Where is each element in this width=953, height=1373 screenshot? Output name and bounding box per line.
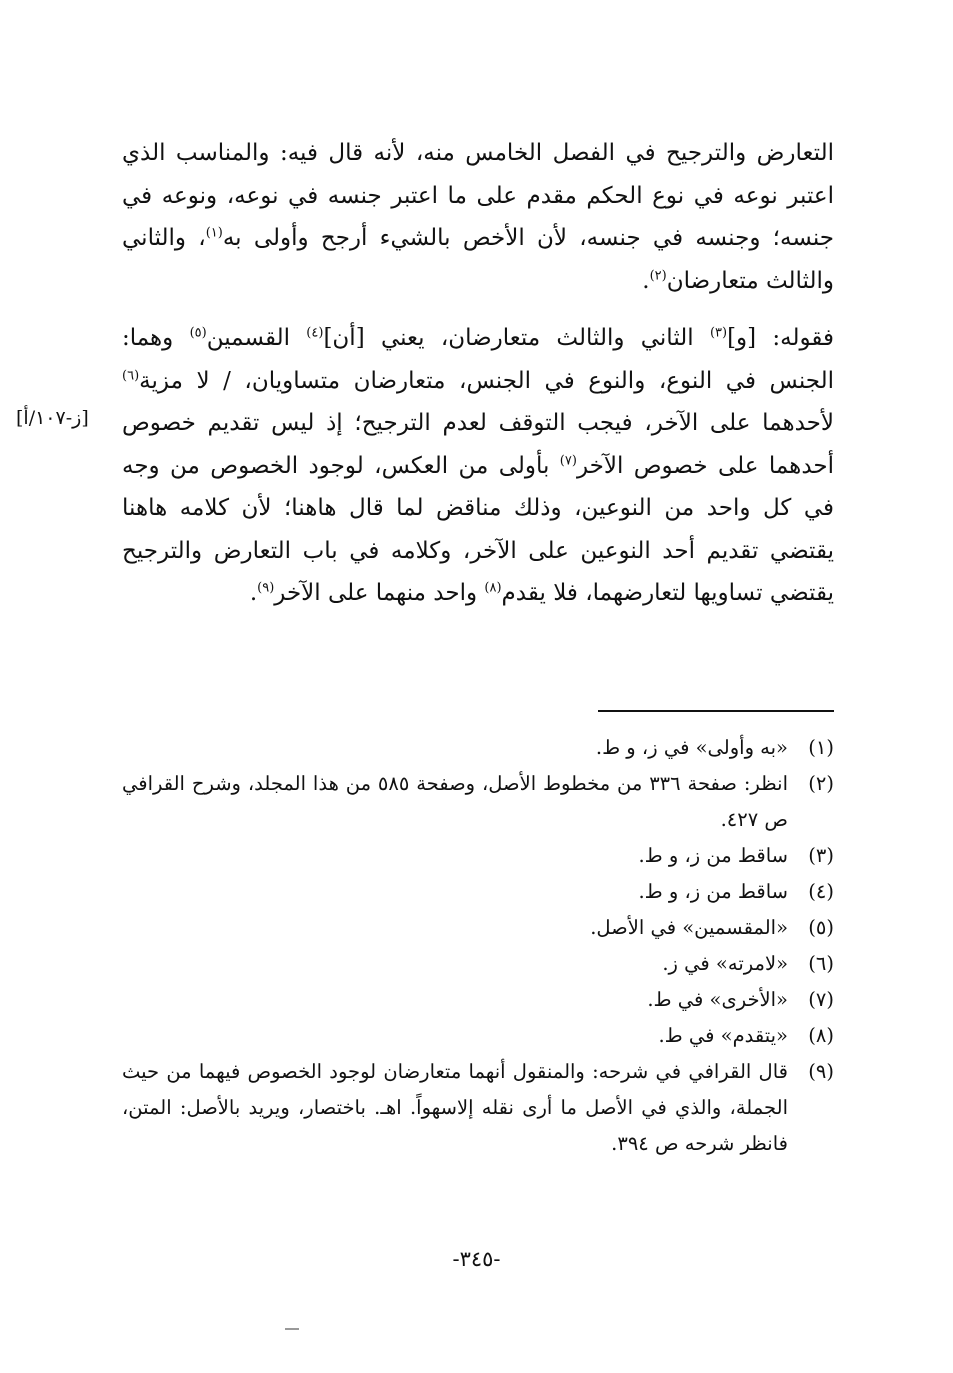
paragraph-text: وهما: الجنس في النوع، والنوع في الجنس، متعارضان متساويان، / لا مزية: [122, 325, 834, 394]
footnote-text: ساقط من ز، و ط.: [638, 880, 788, 903]
scan-mark: [285, 1328, 299, 1330]
footnote: [122, 730, 834, 766]
paragraph-text: القسمين: [206, 325, 307, 351]
footnote-number: (١): [808, 736, 834, 759]
footnote: [122, 838, 834, 874]
footnote-separator: [598, 710, 834, 712]
footnote-marker: (٩): [257, 580, 275, 596]
paragraph-text: الثاني والثالث متعارضان، يعني [أن]: [323, 325, 710, 351]
footnote-text: قال القرافي في شرحه: والمنقول أنهما متعارضان لوجود الخصوص فيهما من حيث الجملة، والذي في الأصل ما أرى نقله إلاسهواً. اهـ. باختصار، ويريد بالأصل: المتن، فانظر شرحه ص ٣٩٤.: [122, 1060, 788, 1155]
footnote-number: (٢): [808, 772, 834, 795]
footnote-number: (٤): [808, 880, 834, 903]
footnote-text: ساقط من ز، و ط.: [638, 844, 788, 867]
footnote-number: (٣): [808, 844, 834, 867]
footnote: [122, 946, 834, 982]
paragraph: [122, 317, 834, 615]
paragraph-text: بأولى من العكس، لوجود الخصوص من وجه في كل واحد من النوعين، وذلك مناقض لما قال هاهنا؛ لأن كلامه هاهنا يقتضي تقديم أحد النوعين على الآخر، وكلامه في باب التعارض والترجيح يقتضي تساويها لتعارضهما، فلا يقدم: [122, 452, 834, 606]
footnote-marker: (٧): [559, 452, 577, 468]
footnote-marker: (٢): [649, 267, 667, 283]
footnote-marker: (٨): [484, 580, 502, 596]
footnote: [122, 1054, 834, 1162]
footnote-marker: (٤): [306, 325, 324, 341]
footnote-number: (٧): [808, 988, 834, 1011]
footnote-marker: (٦): [122, 367, 140, 383]
footnote-text: «به وأولى» في ز، و ط.: [595, 736, 788, 759]
footnote: [122, 1018, 834, 1054]
page-number: -٣٤٥-: [452, 1247, 501, 1271]
footnote-text: «الأخرى» في ط.: [647, 988, 788, 1011]
footnote: [122, 874, 834, 910]
footnote-text: انظر: صفحة ٣٣٦ من مخطوط الأصل، وصفحة ٥٨٥ من هذا المجلد، وشرح القرافي ص ٤٢٧.: [122, 772, 788, 831]
paragraph-text: التعارض والترجيح في الفصل الخامس منه، لأنه قال فيه: والمناسب الذي اعتبر نوعه في نوع الحكم مقدم على ما اعتبر جنسه في نوعه، ونوعه في جنسه؛ وجنسه في جنسه، لأن الأخص بالشيء أرجح وأولى به: [122, 140, 835, 251]
paragraph-text: ، والثاني والثالث متعارضان: [122, 225, 834, 294]
paragraph-text: .: [642, 267, 650, 294]
paragraph: [122, 132, 834, 302]
footnote-marker: (٥): [189, 325, 207, 341]
footnote-text: «لامرته» في ز.: [662, 952, 788, 975]
footnote: [122, 910, 834, 946]
footnote-number: (٦): [808, 952, 834, 975]
paragraph-text: واحد منهما على الآخر: [274, 580, 485, 606]
paragraph-text: .: [249, 580, 258, 606]
footnote: [122, 982, 834, 1018]
footnote-text: «يتقدم» في ط.: [658, 1024, 788, 1047]
footnote-marker: (٣): [709, 325, 728, 341]
footnote-number: (٥): [808, 916, 834, 939]
footnote-marker: (١): [205, 225, 223, 241]
paragraph-text: فقوله: [و]: [727, 325, 835, 351]
main-text: [122, 132, 834, 615]
manuscript-folio-reference: [ز-١٠٧/أ]: [16, 407, 89, 429]
paragraph-text: لأحدهما على الآخر، فيجب التوقف لعدم الترجيح؛ إذ ليس تقديم خصوص أحدهما على خصوص الآخر: [122, 410, 834, 479]
footnote-number: (٨): [808, 1024, 834, 1047]
footnotes: [122, 730, 834, 1162]
footnote: [122, 766, 834, 838]
footnote-text: «المقسمين» في الأصل.: [590, 916, 788, 939]
footnote-number: (٩): [808, 1060, 834, 1083]
